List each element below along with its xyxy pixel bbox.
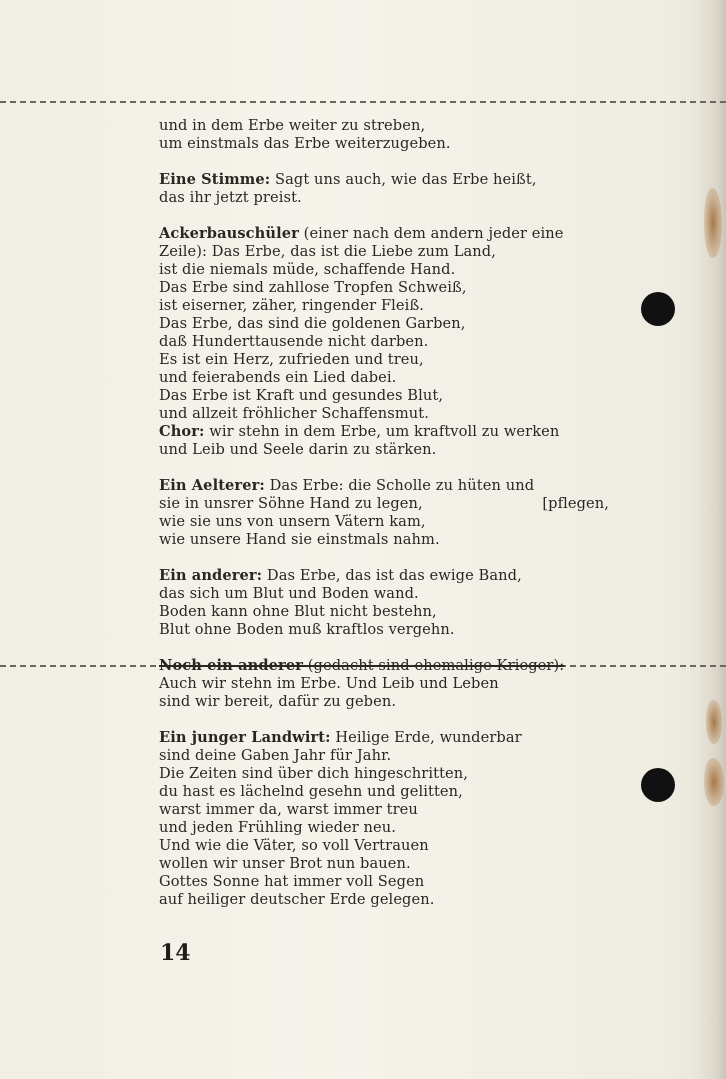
speaker-text: sie in unsrer Söhne Hand zu legen, [159, 495, 423, 512]
speaker-text: Das Erbe: die Scholle zu hüten und [264, 477, 535, 494]
text-line: und Leib und Seele darin zu stärken. [159, 441, 437, 458]
text-line: wie unsere Hand sie einstmals nahm. [159, 531, 440, 548]
text-line [159, 225, 619, 243]
text-line: ist die niemals müde, schaffende Hand. [159, 261, 456, 278]
text-line: und allzeit fröhlicher Schaffensmut. [159, 405, 429, 422]
punch-hole-top [641, 292, 675, 326]
text-line: Das Erbe, das sind die goldenen Garben, [159, 315, 466, 332]
text-line: das sich um Blut und Boden wand. [159, 585, 419, 602]
text-line: Gottes Sonne hat immer voll Segen [159, 873, 425, 890]
text-line: und feierabends ein Lied dabei. [159, 369, 397, 386]
speaker-name: Ein junger Landwirt: [159, 729, 331, 746]
text-line [159, 477, 619, 495]
speaker-text: (gedacht sind ehemalige Krieger): [303, 657, 565, 674]
text-line [159, 567, 619, 585]
text-line: um einstmals das Erbe weiterzugeben. [159, 135, 451, 152]
text-line: das ihr jetzt preist. [159, 189, 302, 206]
speaker-name: Ein Aelterer: [159, 477, 265, 494]
speaker-name: Noch ein anderer [159, 657, 303, 674]
text-line: sind wir bereit, dafür zu geben. [159, 693, 397, 710]
page-number: 14 [160, 940, 191, 966]
text-line [159, 495, 619, 513]
text-line: du hast es lächelnd gesehn und gelitten, [159, 783, 463, 800]
text-line: wie sie uns von unsern Vätern kam, [159, 513, 426, 530]
fold-line-top [0, 101, 726, 103]
text-line: Boden kann ohne Blut nicht bestehn, [159, 603, 437, 620]
text-line: auf heiliger deutscher Erde gelegen. [159, 891, 435, 908]
speaker-name: Chor: [159, 423, 205, 440]
text-line: Und wie die Väter, so voll Vertrauen [159, 837, 429, 854]
text-line: Die Zeiten sind über dich hingeschritten, [159, 765, 469, 782]
text-line: ist eiserner, zäher, ringender Fleiß. [159, 297, 425, 314]
text-line: Auch wir stehn im Erbe. Und Leib und Leben [159, 675, 499, 692]
punch-hole-bottom [641, 768, 675, 802]
text-line: und in dem Erbe weiter zu streben, [159, 117, 426, 134]
text-line: Zeile): Das Erbe, das ist die Liebe zum Land, [159, 243, 496, 260]
speaker-name: Ackerbauschüler [159, 225, 299, 242]
text-line [159, 729, 619, 747]
text-line: sind deine Gaben Jahr für Jahr. [159, 747, 392, 764]
text-line: warst immer da, warst immer treu [159, 801, 418, 818]
text-line: wollen wir unser Brot nun bauen. [159, 855, 411, 872]
line-continuation: [pflegen, [542, 495, 609, 512]
text-line: Das Erbe ist Kraft und gesundes Blut, [159, 387, 444, 404]
speaker-name: Eine Stimme: [159, 171, 271, 188]
text-line: Es ist ein Herz, zufrieden und treu, [159, 351, 424, 368]
speaker-text: Heilige Erde, wunderbar [330, 729, 522, 746]
poem-text [159, 117, 619, 909]
text-line: Blut ohne Boden muß kraftlos vergehn. [159, 621, 455, 638]
speaker-text: Sagt uns auch, wie das Erbe heißt, [270, 171, 537, 188]
text-line: Das Erbe sind zahllose Tropfen Schweiß, [159, 279, 467, 296]
speaker-name: Ein anderer: [159, 567, 263, 584]
text-line [159, 423, 619, 441]
speaker-text: (einer nach dem andern jeder eine [298, 225, 564, 242]
rust-stain-middle [706, 700, 722, 744]
page-edge-shadow [696, 0, 726, 1079]
text-line [159, 171, 619, 189]
rust-stain-bottom [704, 758, 724, 806]
speaker-text: Das Erbe, das ist das ewige Band, [262, 567, 522, 584]
text-line: daß Hunderttausende nicht darben. [159, 333, 429, 350]
speaker-text: wir stehn in dem Erbe, um kraftvoll zu werken [204, 423, 560, 440]
rust-stain-top [704, 188, 722, 258]
text-line [159, 657, 619, 675]
text-line: und jeden Frühling wieder neu. [159, 819, 397, 836]
